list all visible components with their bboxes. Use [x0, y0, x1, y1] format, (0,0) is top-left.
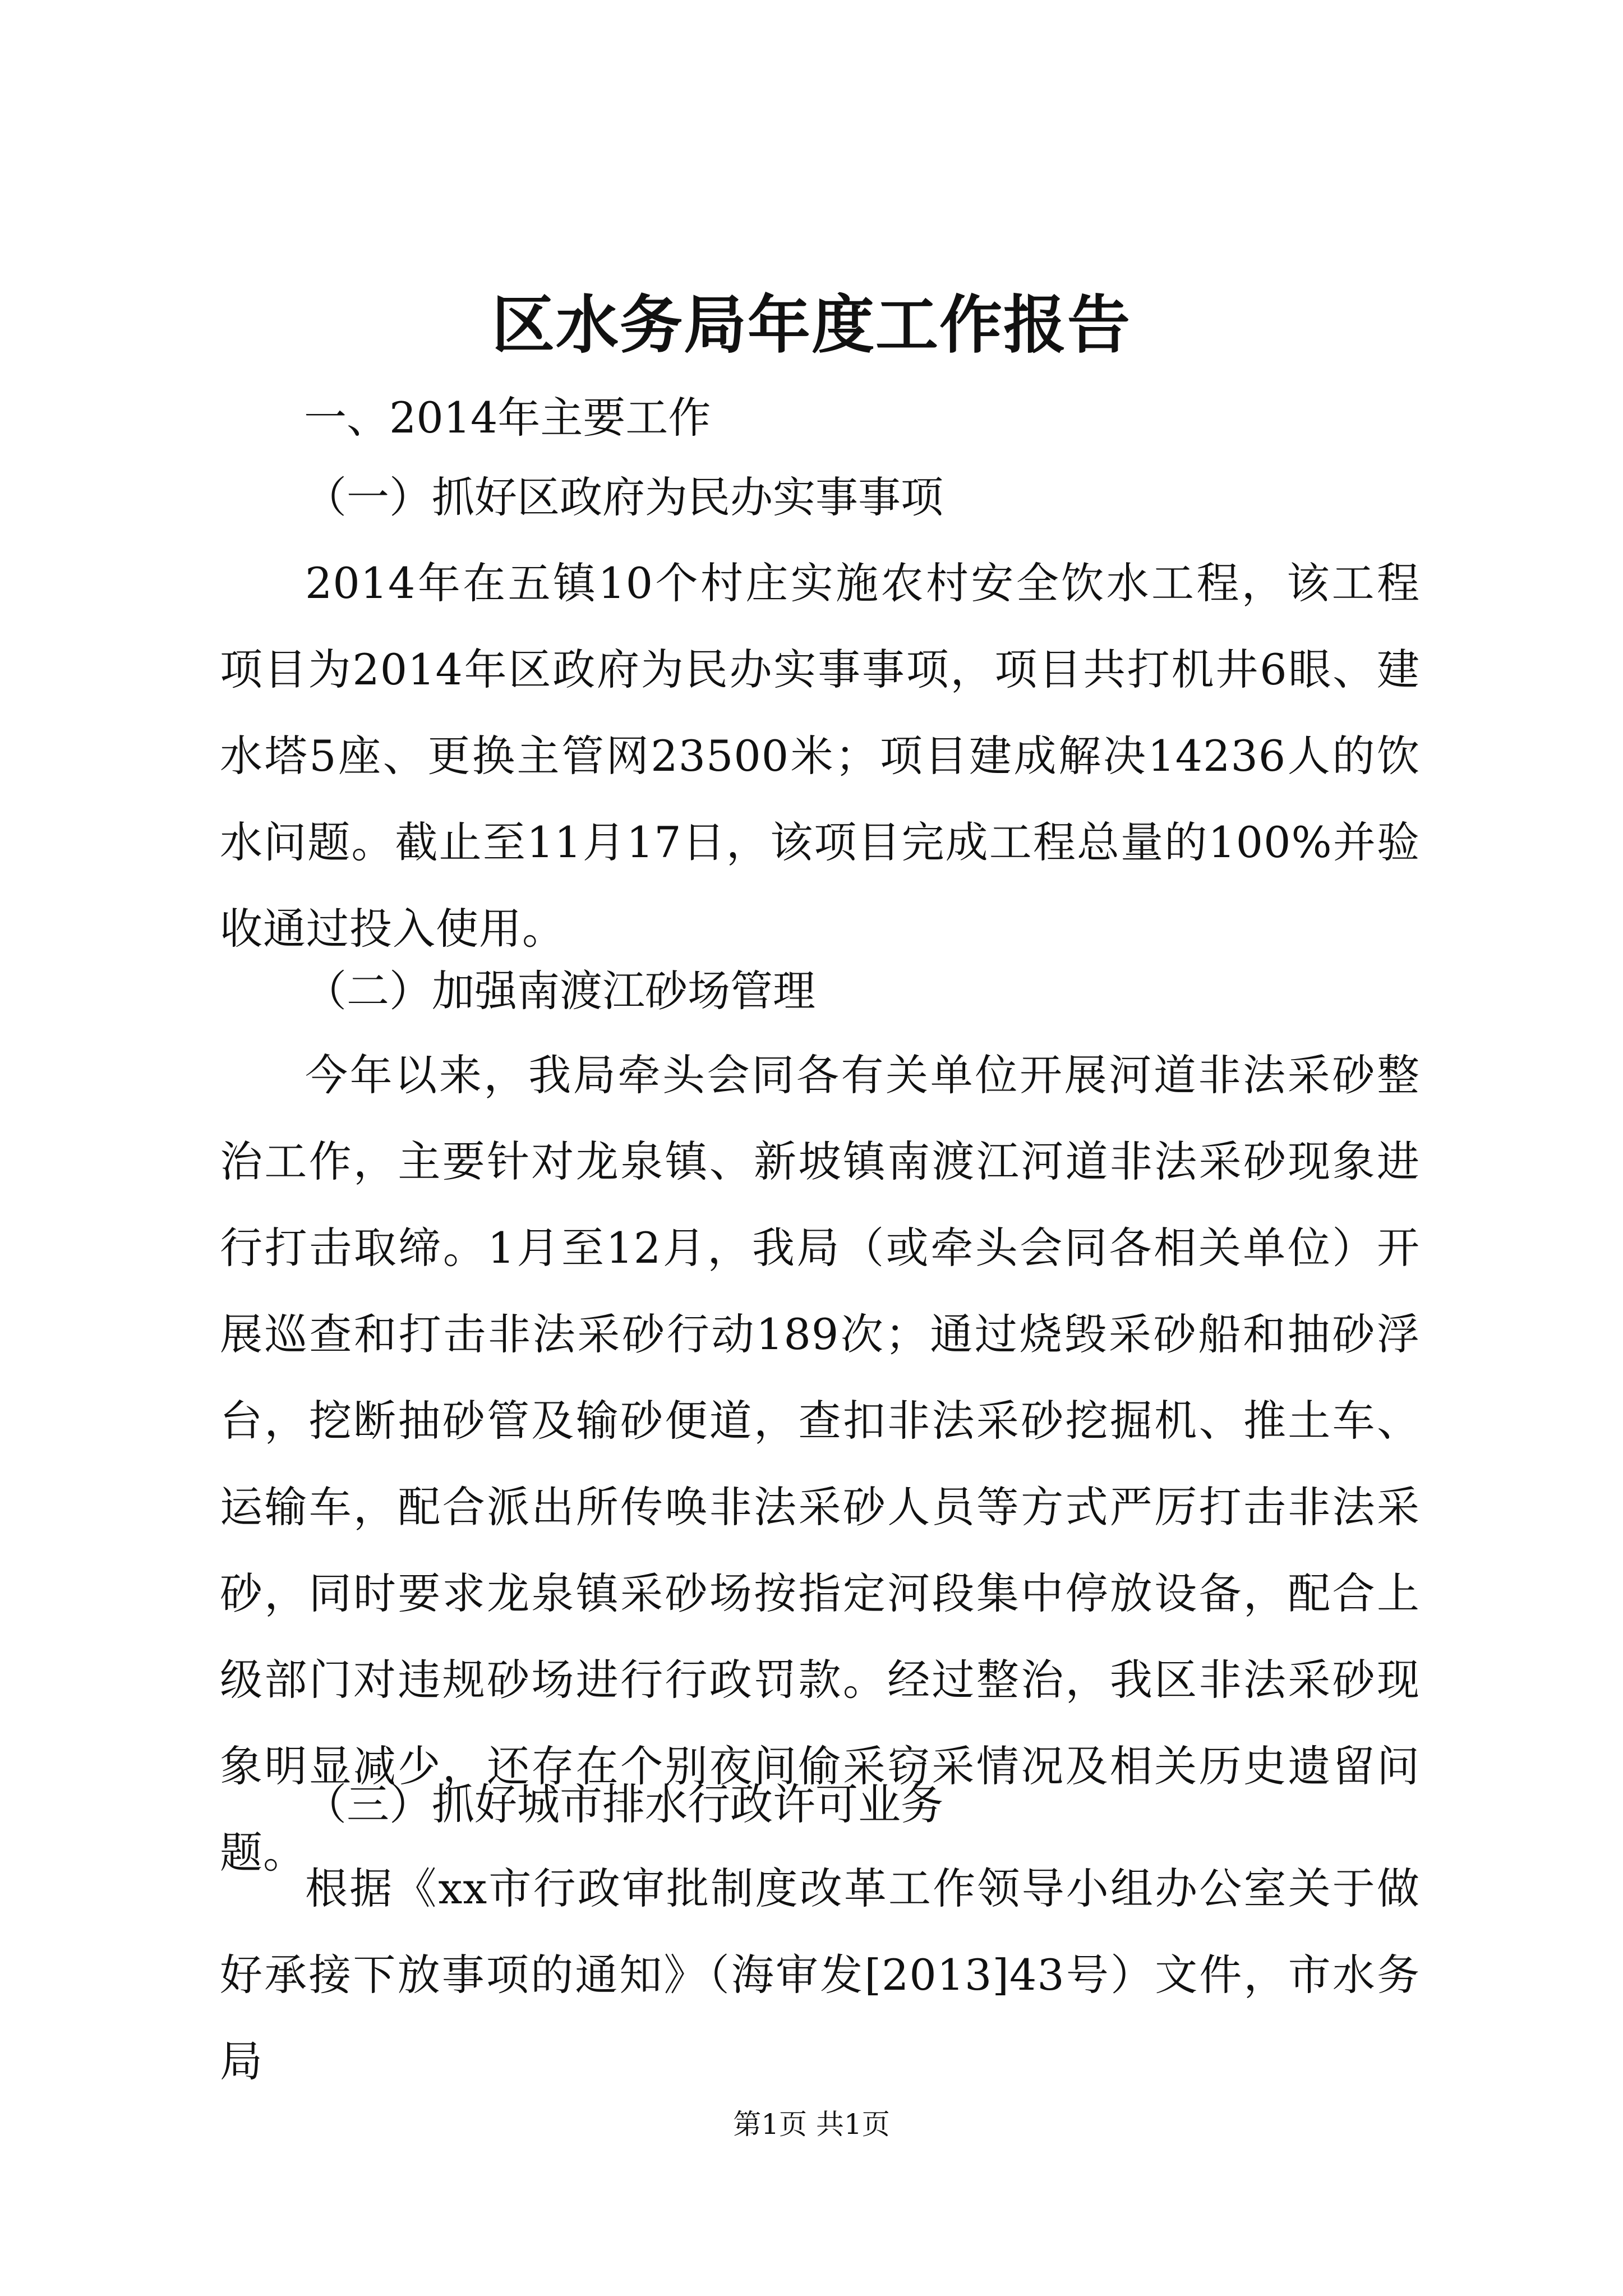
subsection-heading-3: （三）抓好城市排水行政许可业务: [304, 1779, 943, 1829]
paragraph-2: 今年以来，我局牵头会同各有关单位开展河道非法采砂整治工作，主要针对龙泉镇、新坡镇南渡江河道非法采砂现象进行打击取缔。1月至12月，我局（或牵头会同各相关单位）开展巡查和打击非法采砂行动189次；通过烧毁采砂船和抽砂浮台，挖断抽砂管及输砂便道，查扣非法采砂挖掘机、推土车、运输车，配合派出所传唤非法采砂人员等方式严厉打击非法采砂，同时要求龙泉镇采砂场按指定河段集中停放设备，配合上级部门对违规砂场进行行政罚款。经过整治，我区非法采砂现象明显减少，还存在个别夜间偷采窃采情况及相关历史遗留问题。: [220, 1050, 1420, 1878]
page-footer: 第1页 共1页: [733, 2108, 890, 2141]
section-heading-1: 一、2014年主要工作: [304, 393, 711, 443]
paragraph-1-block: [220, 540, 1420, 972]
subsection-heading-1: （一）抓好区政府为民办实事事项: [304, 472, 943, 522]
paragraph-1: 2014年在五镇10个村庄实施农村安全饮水工程，该工程项目为2014年区政府为民办实事事项，项目共打机井6眼、建水塔5座、更换主管网23500米；项目建成解决14236人的饮水问题。截止至11月17日，该项目完成工程总量的100%并验收通过投入使用。: [220, 558, 1420, 954]
paragraph-3-block: [220, 1846, 1420, 2105]
subsection-heading-2: （二）加强南渡江砂场管理: [304, 966, 815, 1016]
paragraph-3: 根据《xx市行政审批制度改革工作领导小组办公室关于做好承接下放事项的通知》（海审发[2013]43号）文件，市水务局: [220, 1864, 1420, 2086]
document-title: 区水务局年度工作报告: [492, 288, 1131, 362]
